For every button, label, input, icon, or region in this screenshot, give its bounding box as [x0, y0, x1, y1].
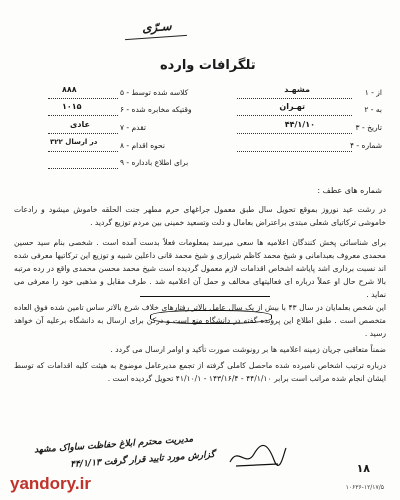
- field-transmitted-dots: [48, 115, 118, 116]
- field-transmitted-label: ۶ - وقتیکه مخابره شده: [120, 105, 192, 114]
- reference-numbers-label: شماره های عطف :: [317, 186, 382, 195]
- footer-code: ۱۰۶۳۶-۱۲/۱۷/۵: [345, 484, 384, 491]
- page-mark: ۱۸: [356, 462, 370, 475]
- secret-stamp-underline: [125, 35, 187, 40]
- field-classified-dots: [48, 98, 118, 99]
- field-priority-value: عادی: [70, 120, 90, 129]
- paragraph-4: ضمناً متعاقبی جریان زمینه اعلامیه ها بر رونوشت صورت تأکید و اوامر ارسال می گردد .: [110, 345, 386, 354]
- watermark-text: yandory.ir: [10, 474, 91, 493]
- field-date-dots: [237, 133, 352, 134]
- field-from-label: از - ۱: [364, 88, 382, 97]
- field-to-value: تهـران: [279, 102, 305, 111]
- field-classified-value: ۸۸۸: [62, 85, 77, 94]
- field-to-label: به - ۲: [364, 105, 382, 114]
- handwritten-circle-mark: [150, 310, 272, 324]
- field-action-dots: [48, 151, 118, 152]
- field-notify-dots: [48, 168, 118, 169]
- field-action-label: ۸ - نحوه اقدام: [120, 141, 165, 150]
- field-date-label: تاریخ - ۳: [355, 123, 382, 132]
- field-number-label: شماره - ۴: [350, 141, 382, 150]
- paragraph-1: در رشت عید نوروز بموقع تحویل سال طبق معمول جراغهای حرم مطهر جنت الحلقه خاموش میشود و رادعات خاموشی ترکاتیای شعلی مبتدی براعتراض بعامال و دلت وتسعید خمینی بین مردم توزیع گردید .: [14, 205, 386, 227]
- paragraph-2: برای شناسائی پخش کنندگان اعلامیه ها سعی میرسد بمعلومات فعلاً بدست آمده است . شخصی بنام سید حسین محمدی معروف بعبدامانی و شیخ محمد کاظم شیرازی و شیخ محمد قانی داعلین شبیه و توزیع این ترکاتیها معرفی شده اند نسبت برداری اشد پایاشه اشخاص اقدامات لازم معمول گردیده است شیخ محمد محسن محمدی واقع در رده مرتبه بالا شرح حال او عملاً درباره ای فعالیتهای مخالف و حمل آن اعلامیه شد . طرف مقابل و مذهبی خود را معرفی می نماید .: [14, 238, 386, 299]
- handwritten-annotation-2: گزارش مورد تایید قرار گرفت ۴۴/۱/۱۳: [69, 449, 216, 471]
- field-action-value: در ارسال ۳۲۲: [50, 138, 98, 146]
- field-to-dots: [237, 115, 352, 116]
- handwritten-underline-mark: [140, 296, 270, 297]
- paragraph-5: درباره ترتیب اشخاص نامبرده شده ماحصل کاملی گرفته از تجمع مدیرعامل موضوع به هیئت کلیه اقدامات که توسط ایشان انجام شده مراتب است برابر ۴۴/۱/۱۰ - ۱۴۳/۱۶/۴ - ۴۱/۱۰/۱ تحویل گردیده است .: [14, 361, 386, 383]
- field-notify-label: ۹ - برای اطلاع بادداره: [120, 158, 189, 167]
- field-priority-label: ۷ - تقدم: [120, 123, 146, 132]
- field-number-dots: [237, 151, 352, 152]
- signature-scribble: [228, 442, 288, 470]
- handwritten-annotation-1: مدیریت محترم ابلاغ حفاظت ساواک مشهد: [33, 434, 194, 456]
- field-classified-label: ۵ - کلاسه شده توسط: [120, 88, 189, 97]
- telegram-body: [14, 203, 386, 385]
- field-from-dots: [237, 98, 352, 99]
- secret-stamp: سـرّی: [141, 18, 173, 36]
- field-priority-dots: [48, 133, 118, 134]
- field-transmitted-value: ۱۰۱۵: [62, 102, 82, 111]
- field-date-value: ۴۴/۱/۱۰: [284, 120, 315, 129]
- paragraph-3: این شخص بعلمایان در سال ۴۳ با بیش از یک سال عامل بالاتر رفتارهای خلاف شرع بالاتر ساس تامین شده فوق العاده متخصص است . طبق اطلاع این پرونده گفته در دانشگاه منع است و درکن برای ارسال به دانشگاه برعلیه آن خواهد رسید .: [14, 303, 386, 338]
- field-from-value: مشهـد: [284, 85, 310, 94]
- page-title: تلگرافات وارده: [160, 58, 256, 73]
